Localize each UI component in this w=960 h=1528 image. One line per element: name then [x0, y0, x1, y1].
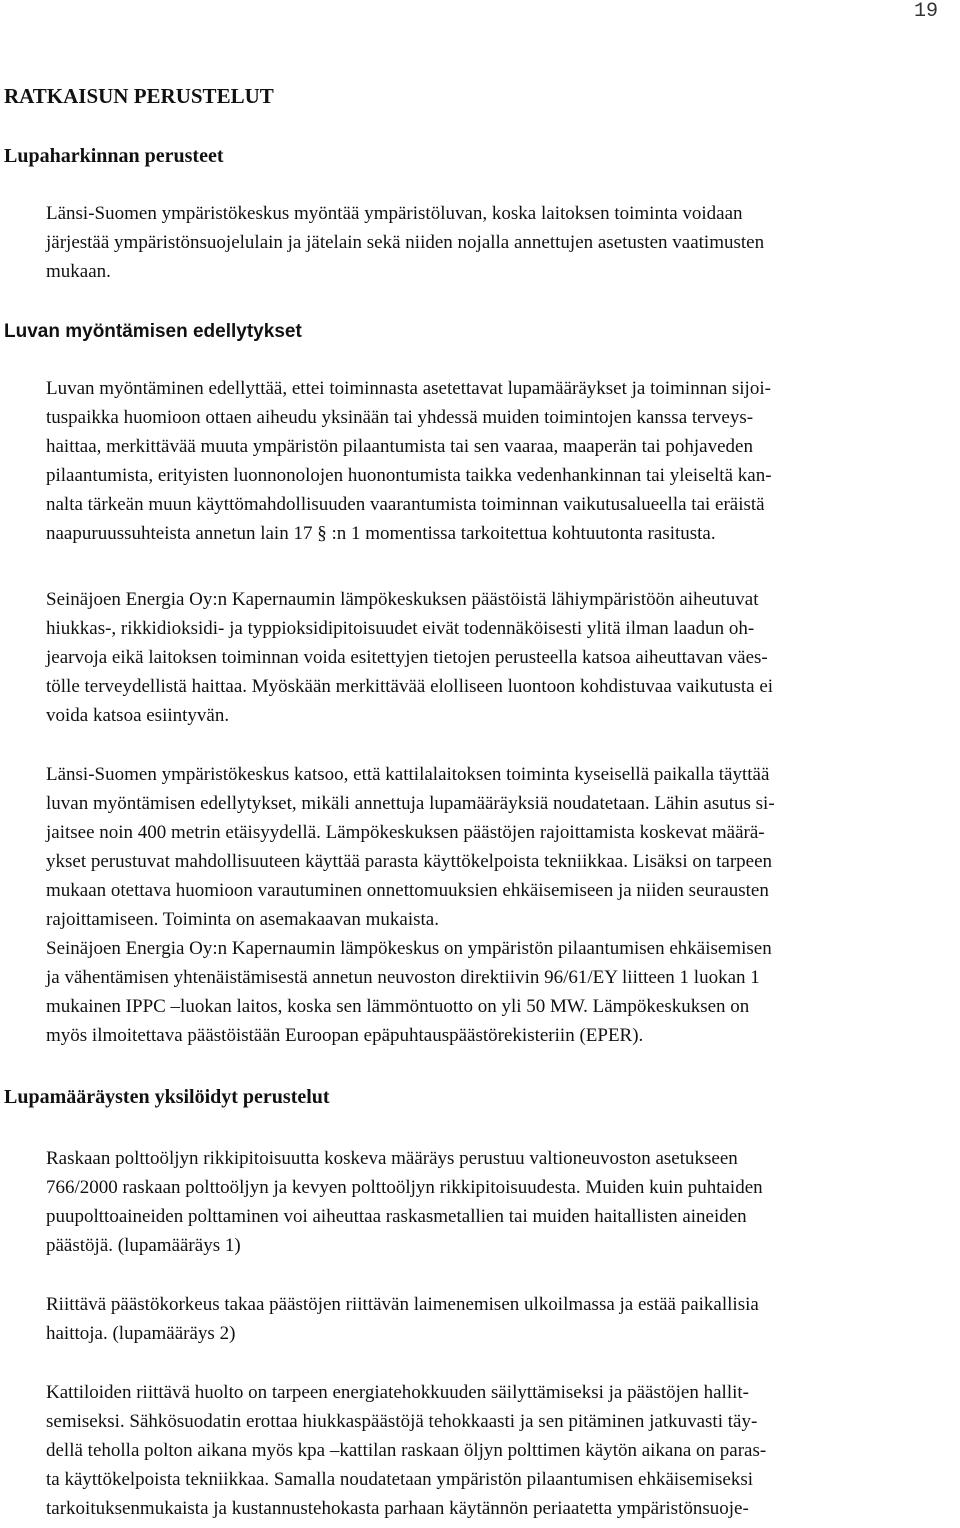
text-line: luvan myöntämisen edellytykset, mikäli annettuja lupamääräyksiä noudatetaan. Lähin asutus si- [46, 793, 775, 814]
text-line: voida katsoa esiintyvän. [46, 705, 230, 726]
text-line: Luvan myöntäminen edellyttää, ettei toiminnasta asetettavat lupamääräykset ja toiminnan sijoi- [46, 378, 771, 399]
text-line: haittoja. (lupamääräys 2) [46, 1323, 236, 1344]
section-heading-lupaharkinta: Lupaharkinnan perusteet [4, 145, 224, 167]
text-line: hiukkas-, rikkidioksidi- ja typpioksidipitoisuudet eivät todennäköisesti ylitä ilman laadun oh- [46, 618, 755, 639]
text-line: pilaantumista, erityisten luonnonolojen huonontumista taikka vedenhankinnan tai yleiseltä kan- [46, 465, 772, 486]
section-heading-perustelut: Lupamääräysten yksilöidyt perustelut [4, 1086, 330, 1108]
text-line: rajoittamiseen. Toiminta on asemakaavan mukaista. [46, 909, 439, 930]
section-heading-edellytykset: Luvan myöntämisen edellytykset [4, 321, 302, 342]
text-line: mukaan. [46, 261, 111, 282]
text-line: mukaan otettava huomioon varautuminen onnettomuuksien ehkäisemiseen ja niiden seurausten [46, 880, 769, 901]
text-line: haittaa, merkittävää muuta ympäristön pilaantumista tai sen vaaraa, maaperän tai pohjaveden [46, 436, 753, 457]
text-line: tölle terveydellistä haittaa. Myöskään merkittävää elolliseen luontoon kohdistuvaa vaikutusta ei [46, 676, 774, 697]
text-line: tuspaikka huomioon ottaen aiheudu yksinään tai yhdessä muiden toimintojen kanssa terveys- [46, 407, 754, 428]
text-line: 766/2000 raskaan polttoöljyn ja kevyen polttoöljyn rikkipitoisuudesta. Muiden kuin puhtaiden [46, 1177, 763, 1198]
document-title: RATKAISUN PERUSTELUT [4, 84, 274, 108]
page-number: 19 [913, 0, 938, 23]
text-line: puupolttoaineiden polttaminen voi aiheuttaa raskasmetallien tai muiden haitallisten aineiden [46, 1206, 747, 1227]
text-line: nalta tärkeän muun käyttömahdollisuuden vaarantumista toiminnan vaikutusalueella tai eräistä [46, 494, 765, 515]
text-line: semiseksi. Sähkösuodatin erottaa hiukkaspäästöjä tehokkaasti ja sen pitäminen jatkuvasti täy- [46, 1411, 758, 1432]
text-line: myös ilmoitettava päästöistään Euroopan epäpuhtauspäästörekisteriin (EPER). [46, 1025, 644, 1046]
text-line: Raskaan polttoöljyn rikkipitoisuutta koskeva määräys perustuu valtioneuvoston asetukseen [46, 1148, 738, 1169]
text-line: dellä teholla polton aikana myös kpa –kattilan raskaan öljyn polttimen käytön aikana on paras- [46, 1440, 767, 1461]
text-line: jaitsee noin 400 metrin etäisyydellä. Lämpökeskuksen päästöjen rajoittamista koskevat määrä- [46, 822, 765, 843]
text-line: jearvoja eikä laitoksen toiminnan voida esitettyjen tietojen perusteella katsoa aiheuttavan väes- [46, 647, 768, 668]
text-line: ja vähentämisen yhtenäistämisestä annetun neuvoston direktiivin 96/61/EY liitteen 1 luokan 1 [46, 967, 760, 988]
text-line: tarkoituksenmukaista ja kustannustehokasta parhaan käytännön periaatetta ympäristönsuoje- [46, 1498, 749, 1519]
text-line: Seinäjoen Energia Oy:n Kapernaumin lämpökeskuksen päästöistä lähiympäristöön aiheutuvat [46, 589, 759, 610]
text-line: Länsi-Suomen ympäristökeskus myöntää ympäristöluvan, koska laitoksen toiminta voidaan [46, 203, 743, 224]
text-line: ta käyttökelpoista tekniikkaa. Samalla noudatetaan ympäristön pilaantumisen ehkäisemiseksi [46, 1469, 754, 1490]
text-line: järjestää ympäristönsuojelulain ja jätelain sekä niiden nojalla annettujen asetusten vaatimusten [46, 232, 765, 253]
text-line: naapuruussuhteista annetun lain 17 § :n 1 momentissa tarkoitettua kohtuutonta rasitusta. [46, 523, 716, 544]
text-line: Kattiloiden riittävä huolto on tarpeen energiatehokkuuden säilyttämiseksi ja päästöjen hallit- [46, 1382, 749, 1403]
text-line: Riittävä päästökorkeus takaa päästöjen riittävän laimenemisen ulkoilmassa ja estää paikallisia [46, 1294, 759, 1315]
text-line: ykset perustuvat mahdollisuuteen käyttää parasta käyttökelpoista tekniikkaa. Lisäksi on tarpeen [46, 851, 773, 872]
text-line: Seinäjoen Energia Oy:n Kapernaumin lämpökeskus on ympäristön pilaantumisen ehkäisemisen [46, 938, 772, 959]
text-line: Länsi-Suomen ympäristökeskus katsoo, että kattilalaitoksen toiminta kyseisellä paikalla täyttää [46, 764, 770, 785]
text-line: mukainen IPPC –luokan laitos, koska sen lämmöntuotto on yli 50 MW. Lämpökeskuksen on [46, 996, 750, 1017]
text-line: päästöjä. (lupamääräys 1) [46, 1235, 241, 1256]
